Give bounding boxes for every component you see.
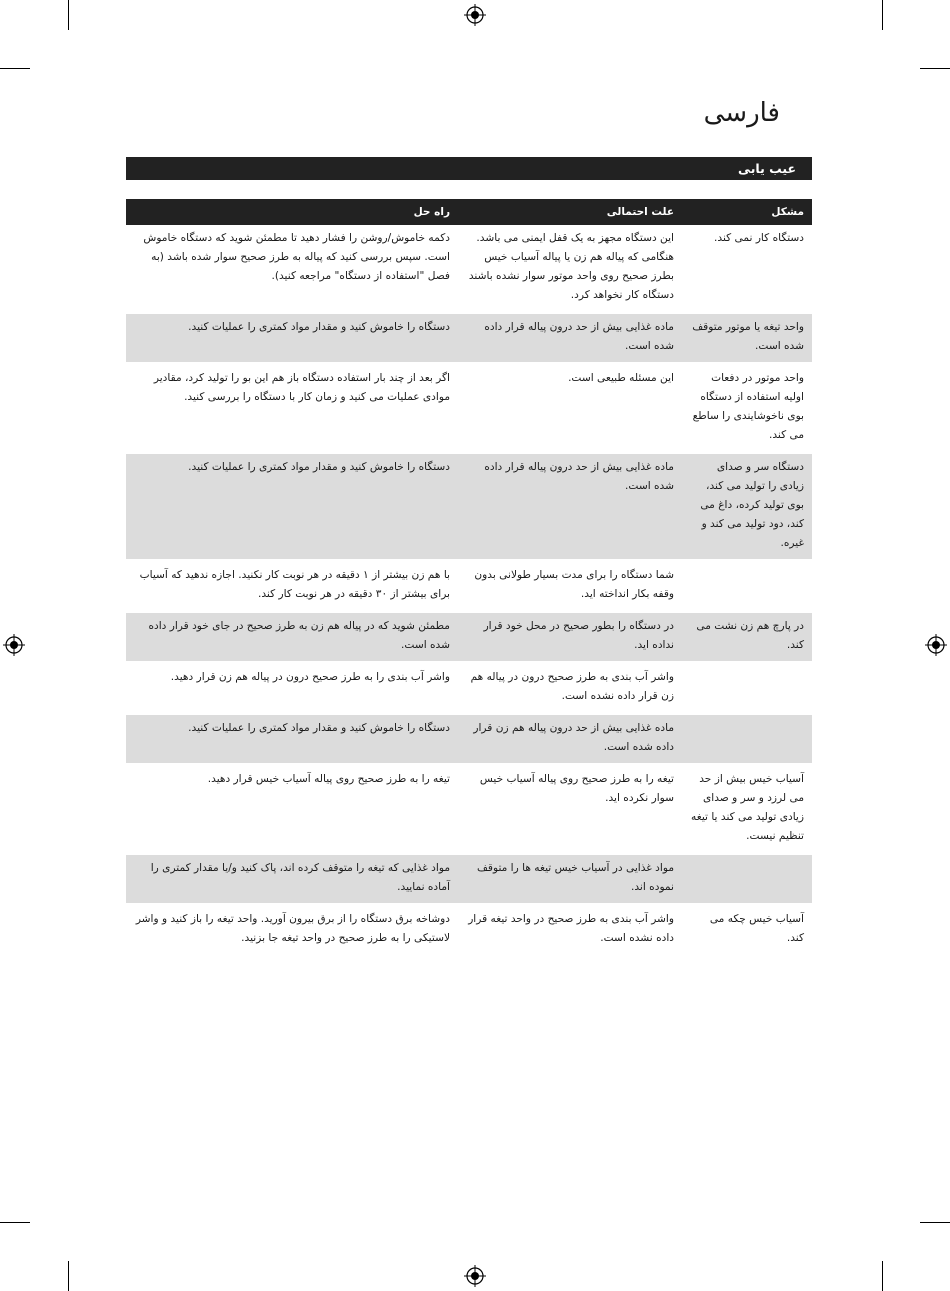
solution-cell: دکمه خاموش/روشن را فشار دهید تا مطمئن شوید که دستگاه خاموش است. سپس بررسی کنید که پیاله به طرز صحیح سوار شده باشد (به فصل "استفاده از دستگاه" مراجعه کنید). [143, 232, 450, 282]
problem-cell [682, 561, 812, 612]
crop-mark [68, 0, 69, 30]
problem-cell [682, 714, 812, 765]
solution-cell: دستگاه را خاموش کنید و مقدار مواد کمتری را عملیات کنید. [126, 453, 458, 561]
table-row [126, 364, 812, 453]
header-cause: علت احتمالی [458, 199, 682, 225]
section-title-bar [126, 157, 812, 180]
crop-mark [0, 1222, 30, 1223]
problem-cell: واحد موتور در دفعات اولیه استفاده از دستگاه بوی ناخوشایندی را ساطع می کند. [682, 364, 812, 453]
registration-mark-icon [925, 634, 947, 656]
solution-cell: اگر بعد از چند بار استفاده دستگاه باز هم این بو را تولید کرد، مقادیر موادی عملیات می کنید و زمان کار با دستگاه را بررسی کنید. [126, 364, 458, 453]
registration-mark-icon [464, 1265, 486, 1287]
solution-cell: مطمئن شوید که در پیاله هم زن به طرز صحیح در جای خود قرار داده شده است. [126, 612, 458, 663]
crop-mark [920, 1222, 950, 1223]
registration-mark-icon [3, 634, 25, 656]
table-row [126, 225, 812, 313]
problem-cell: آسیاب خیس چکه می کند. [682, 905, 812, 955]
table-row [126, 854, 812, 905]
problem-cell: آسیاب خیس بیش از حد می لرزد و سر و صدای زیادی تولید می کند یا تیغه تنظیم نیست. [682, 765, 812, 854]
table-row [126, 714, 812, 765]
problem-cell: دستگاه سر و صدای زیادی را تولید می کند، بوی تولید کرده، داغ می کند، دود تولید می کند و غیره. [682, 453, 812, 561]
cause-cell: ماده غذایی بیش از حد درون پیاله هم زن قرار داده شده است. [458, 714, 682, 765]
registration-mark-icon [464, 4, 486, 26]
solution-cell: با هم زن بیشتر از ۱ دقیقه در هر نوبت کار نکنید. اجازه ندهید که آسیاب برای بیشتر از ۳۰ دقیقه در هر نوبت کار کند. [126, 561, 458, 612]
cause-cell: مواد غذایی در آسیاب خیس تیغه ها را متوقف نموده اند. [458, 854, 682, 905]
cause-cell: ماده غذایی بیش از حد درون پیاله قرار داده شده است. [458, 453, 682, 561]
table-row [126, 612, 812, 663]
troubleshooting-table [126, 199, 812, 954]
cause-cell: شما دستگاه را برای مدت بسیار طولانی بدون وقفه بکار انداخته اید. [458, 561, 682, 612]
table-header-row [126, 199, 812, 225]
table-row [126, 663, 812, 714]
table-row [126, 561, 812, 612]
solution-cell: دستگاه را خاموش کنید و مقدار مواد کمتری را عملیات کنید. [126, 714, 458, 765]
solution-cell: دستگاه را خاموش کنید و مقدار مواد کمتری را عملیات کنید. [126, 313, 458, 364]
cause-cell: در دستگاه را بطور صحیح در محل خود قرار نداده اید. [458, 612, 682, 663]
solution-cell: واشر آب بندی را به طرز صحیح درون در پیاله هم زن قرار دهید. [126, 663, 458, 714]
table-row [126, 313, 812, 364]
header-solution: راه حل [126, 199, 458, 225]
table-row [126, 765, 812, 854]
problem-cell: دستگاه کار نمی کند. [714, 232, 804, 244]
cause-cell: واشر آب بندی به طرز صحیح درون در پیاله هم زن قرار داده نشده است. [458, 663, 682, 714]
cause-cell: این مسئله طبیعی است. [458, 364, 682, 453]
problem-cell: در پارچ هم زن نشت می کند. [682, 612, 812, 663]
problem-cell: واحد تیغه یا موتور متوقف شده است. [682, 313, 812, 364]
solution-cell: دوشاخه برق دستگاه را از برق بیرون آورید. واحد تیغه را باز کنید و واشر لاستیکی را به طرز صحیح در واحد تیغه جا بزنید. [126, 905, 458, 955]
cause-cell: ماده غذایی بیش از حد درون پیاله قرار داده شده است. [458, 313, 682, 364]
page-language-title: فارسی [703, 98, 780, 128]
solution-cell: مواد غذایی که تیغه را متوقف کرده اند، پاک کنید و/یا مقدار کمتری را آماده نمایید. [126, 854, 458, 905]
header-problem: مشکل [682, 199, 812, 225]
solution-cell: تیغه را به طرز صحیح روی پیاله آسیاب خیس قرار دهید. [126, 765, 458, 854]
problem-cell [682, 854, 812, 905]
cause-cell: این دستگاه مجهز به یک قفل ایمنی می باشد. هنگامی که پیاله هم زن یا پیاله آسیاب خیس بطرز صحیح روی واحد موتور سوار نشده باشند دستگاه کار نخواهد کرد. [468, 232, 674, 301]
crop-mark [920, 68, 950, 69]
cause-cell: تیغه را به طرز صحیح روی پیاله آسیاب خیس سوار نکرده اید. [458, 765, 682, 854]
crop-mark [882, 1261, 883, 1291]
crop-mark [882, 0, 883, 30]
table-row [126, 905, 812, 955]
table-row [126, 453, 812, 561]
cause-cell: واشر آب بندی به طرز صحیح در واحد تیغه قرار داده نشده است. [458, 905, 682, 955]
problem-cell [682, 663, 812, 714]
crop-mark [68, 1261, 69, 1291]
crop-mark [0, 68, 30, 69]
section-title: عیب یابی [738, 161, 796, 176]
